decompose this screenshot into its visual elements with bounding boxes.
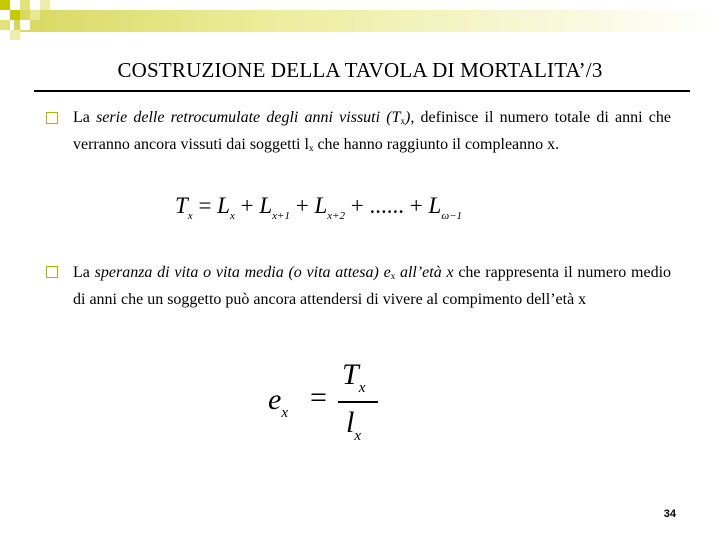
corner-decoration (0, 0, 720, 40)
text: , definisce il numero totale di anni che verranno ancora vissuti dai soggetti l (73, 109, 672, 153)
equation-lhs (268, 383, 288, 422)
bullet-paragraph-2 (73, 261, 671, 311)
math-subscript: x (229, 210, 235, 222)
equation-retrocumulate (175, 193, 462, 222)
subscript: x (400, 116, 406, 126)
math-symbol: L (217, 193, 230, 218)
math-symbol: L (314, 193, 328, 218)
math-operator: = (198, 193, 212, 218)
math-subscript: x (281, 405, 288, 421)
math-subscript: x (187, 210, 193, 222)
fraction-numerator (342, 358, 365, 397)
equation-life-expectancy (268, 358, 398, 453)
math-operator: + (350, 193, 364, 218)
math-subscript: x+1 (272, 210, 290, 222)
math-subscript: x (354, 428, 362, 444)
math-ellipsis: ...... (369, 193, 405, 218)
hollow-square-bullet-icon (46, 112, 58, 124)
text: che hanno raggiunto il compleanno x. (313, 136, 560, 153)
italic-text: serie delle retrocumulate degli anni vissuti (T (96, 109, 401, 126)
hollow-square-bullet-icon (46, 266, 58, 278)
math-symbol: L (428, 193, 442, 218)
math-operator: + (240, 193, 254, 218)
math-operator: = (310, 381, 327, 414)
math-subscript: x+2 (327, 210, 346, 222)
text: che rappresenta il numero medio di anni che un soggetto può ancora attendersi di vivere al compimento dell’età x (73, 264, 672, 308)
italic-text: speranza di vita o vita media (o vita attesa) e (94, 264, 391, 281)
math-operator: + (295, 193, 309, 218)
math-symbol: T (342, 358, 359, 391)
math-subscript: x (358, 380, 366, 396)
math-subscript: ω−1 (441, 210, 463, 222)
fraction-bar (338, 401, 378, 403)
subscript: x (390, 271, 396, 281)
slide-title: COSTRUZIONE DELLA TAVOLA DI MORTALITA’/3 (117, 58, 603, 82)
fraction-denominator (346, 406, 361, 445)
text: La (73, 264, 95, 281)
math-symbol: T (175, 193, 188, 218)
math-symbol: L (259, 193, 273, 218)
math-symbol: l (346, 406, 355, 439)
math-operator: + (409, 193, 423, 218)
italic-text: ) (405, 109, 411, 126)
math-symbol: e (268, 383, 282, 416)
title-underline (34, 90, 690, 92)
bullet-paragraph-1 (73, 106, 671, 160)
page-number: 34 (663, 508, 676, 520)
subscript: x (308, 143, 314, 153)
text: La (73, 109, 97, 126)
italic-text: all’età x (395, 264, 454, 281)
